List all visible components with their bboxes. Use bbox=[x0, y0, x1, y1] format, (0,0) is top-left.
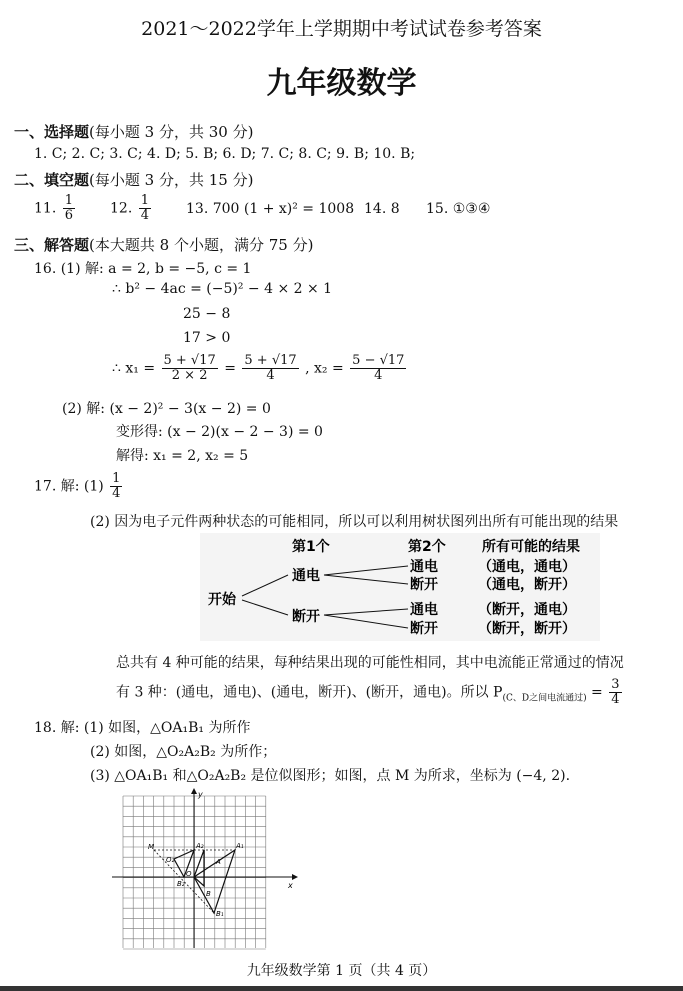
q16-frac3 bbox=[350, 354, 406, 383]
q16-x2-label: , x₂ = bbox=[305, 360, 344, 377]
q16-part2: (2) 解: (x − 2)² − 3(x − 2) = 0 bbox=[62, 401, 271, 417]
q18-part3: (3) △OA₁B₁ 和△O₂A₂B₂ 是位似图形；如图，点 M 为所求，坐标为 (−4, 2). bbox=[90, 768, 571, 784]
tree-col2: 第2个 bbox=[408, 539, 446, 555]
tree-leaf2: 断开 bbox=[410, 577, 438, 593]
label-A2: A₂ bbox=[196, 842, 204, 850]
label-A1: A₁ bbox=[236, 842, 244, 850]
q16-eq: = bbox=[224, 360, 236, 377]
q16-frac3-num: 5 − √17 bbox=[352, 353, 405, 368]
q12-fraction bbox=[139, 194, 151, 223]
q16-line2: ∴ b² − 4ac = (−5)² − 4 × 2 × 1 bbox=[112, 281, 333, 297]
tree-leaf4: 断开 bbox=[410, 621, 438, 637]
tree-start: 开始 bbox=[208, 592, 236, 608]
q16-frac1-num: 5 + √17 bbox=[163, 353, 216, 368]
q16-frac1 bbox=[162, 354, 218, 383]
q16-frac2-den: 4 bbox=[266, 368, 275, 383]
q17-summary: 总共有 4 种可能的结果，每种结果出现的可能性相同，其中电流能正常通过的情况 bbox=[116, 655, 624, 671]
tree-branch2: 断开 bbox=[292, 609, 320, 625]
label-B: B bbox=[206, 890, 211, 898]
q17-den: 4 bbox=[112, 486, 121, 501]
section1-note: (每小题 3 分，共 30 分) bbox=[89, 123, 254, 141]
q13: 13. 700 (1 + x)² = 1008 bbox=[186, 201, 355, 217]
section3-heading bbox=[14, 234, 313, 255]
tree-result3: （断开，通电） bbox=[478, 602, 576, 618]
section1-answers: 1. C; 2. C; 3. C; 4. D; 5. B; 6. D; 7. C; 8. C; 9. B; 10. B; bbox=[34, 146, 416, 162]
tree-col3: 所有可能的结果 bbox=[482, 539, 580, 555]
q17-prob-fraction bbox=[609, 678, 621, 707]
label-M: M bbox=[148, 843, 155, 851]
tree-result2: （通电，断开） bbox=[478, 577, 576, 593]
q11-den: 6 bbox=[64, 208, 73, 223]
q17-prob-sub: (C、D之间电流通过) bbox=[502, 693, 587, 704]
tree-branch1: 通电 bbox=[292, 568, 320, 584]
q17-prob-text: 有 3 种：(通电，通电)、(通电，断开)、(断开，通电)。所以 P bbox=[116, 684, 503, 701]
coordinate-graph bbox=[112, 788, 302, 952]
bottom-rule bbox=[0, 986, 683, 991]
q11-label: 11. bbox=[34, 200, 57, 217]
q12-num: 1 bbox=[140, 193, 149, 208]
q18-part1: 18. 解: (1) 如图，△OA₁B₁ 为所作 bbox=[34, 720, 251, 736]
q17-prob-eq: = bbox=[591, 684, 603, 701]
x-axis-arrow bbox=[292, 874, 298, 880]
tree-leaf1: 通电 bbox=[410, 559, 438, 575]
tree-leaf3: 通电 bbox=[410, 602, 438, 618]
q17-label: 17. 解: (1) bbox=[34, 478, 104, 495]
subject-title: 九年级数学 bbox=[266, 66, 417, 101]
q12-label: 12. bbox=[110, 200, 133, 217]
q16-frac1-den: 2 × 2 bbox=[171, 368, 208, 383]
section2-heading bbox=[14, 169, 253, 190]
q14: 14. 8 bbox=[364, 201, 400, 217]
q15: 15. ①③④ bbox=[426, 201, 491, 217]
tree-diagram bbox=[200, 533, 600, 641]
q17-prob-num: 3 bbox=[611, 677, 620, 692]
q16-frac3-den: 4 bbox=[374, 368, 383, 383]
q17-prob-den: 4 bbox=[611, 692, 620, 707]
q11 bbox=[34, 194, 77, 223]
q17-part1 bbox=[34, 472, 124, 501]
q16-x1-label: ∴ x₁ = bbox=[112, 360, 156, 377]
label-O2: O₂ bbox=[166, 856, 175, 864]
q16-line1: 16. (1) 解: a = 2, b = −5, c = 1 bbox=[34, 261, 252, 277]
label-B2: B₂ bbox=[177, 880, 185, 888]
q16-part2-result: 解得: x₁ = 2, x₂ = 5 bbox=[116, 448, 249, 464]
tree-col1: 第1个 bbox=[292, 539, 330, 555]
q18-part2: (2) 如图，△O₂A₂B₂ 为所作； bbox=[90, 744, 277, 760]
section1-heading bbox=[14, 121, 253, 142]
x-axis-label: x bbox=[288, 881, 293, 890]
label-O: O bbox=[186, 870, 192, 878]
q12 bbox=[110, 194, 153, 223]
section2-note: (每小题 3 分，共 15 分) bbox=[89, 171, 254, 189]
q17-part2: (2) 因为电子元件两种状态的可能相同，所以可以利用树状图列出所有可能出现的结果 bbox=[90, 514, 619, 530]
q16-part2-step: 变形得: (x − 2)(x − 2 − 3) = 0 bbox=[116, 424, 323, 440]
page-footer: 九年级数学第 1 页（共 4 页） bbox=[246, 963, 437, 979]
q16-line4: 17 > 0 bbox=[183, 330, 231, 346]
label-A: A bbox=[216, 858, 221, 866]
section3-title: 三、解答题 bbox=[14, 236, 90, 254]
tree-result1: （通电，通电） bbox=[478, 559, 576, 575]
q17-num: 1 bbox=[112, 471, 121, 486]
section1-title: 一、选择题 bbox=[14, 123, 90, 141]
y-axis-label: y bbox=[198, 790, 203, 799]
q11-num: 1 bbox=[64, 193, 73, 208]
q16-frac2 bbox=[242, 354, 298, 383]
q17-fraction bbox=[110, 472, 122, 501]
q17-probability bbox=[116, 678, 624, 707]
section2-title: 二、填空题 bbox=[14, 171, 90, 189]
q16-frac2-num: 5 + √17 bbox=[244, 353, 297, 368]
exam-title: 2021～2022学年上学期期中考试试卷参考答案 bbox=[141, 18, 542, 40]
q16-line3: 25 − 8 bbox=[183, 306, 231, 322]
q16-roots bbox=[112, 354, 408, 383]
q11-fraction bbox=[63, 194, 75, 223]
tree-result4: （断开，断开） bbox=[478, 621, 576, 637]
y-axis-arrow bbox=[191, 788, 197, 794]
section3-note: (本大题共 8 个小题，满分 75 分) bbox=[89, 236, 314, 254]
q12-den: 4 bbox=[140, 208, 149, 223]
label-B1: B₁ bbox=[216, 910, 224, 918]
